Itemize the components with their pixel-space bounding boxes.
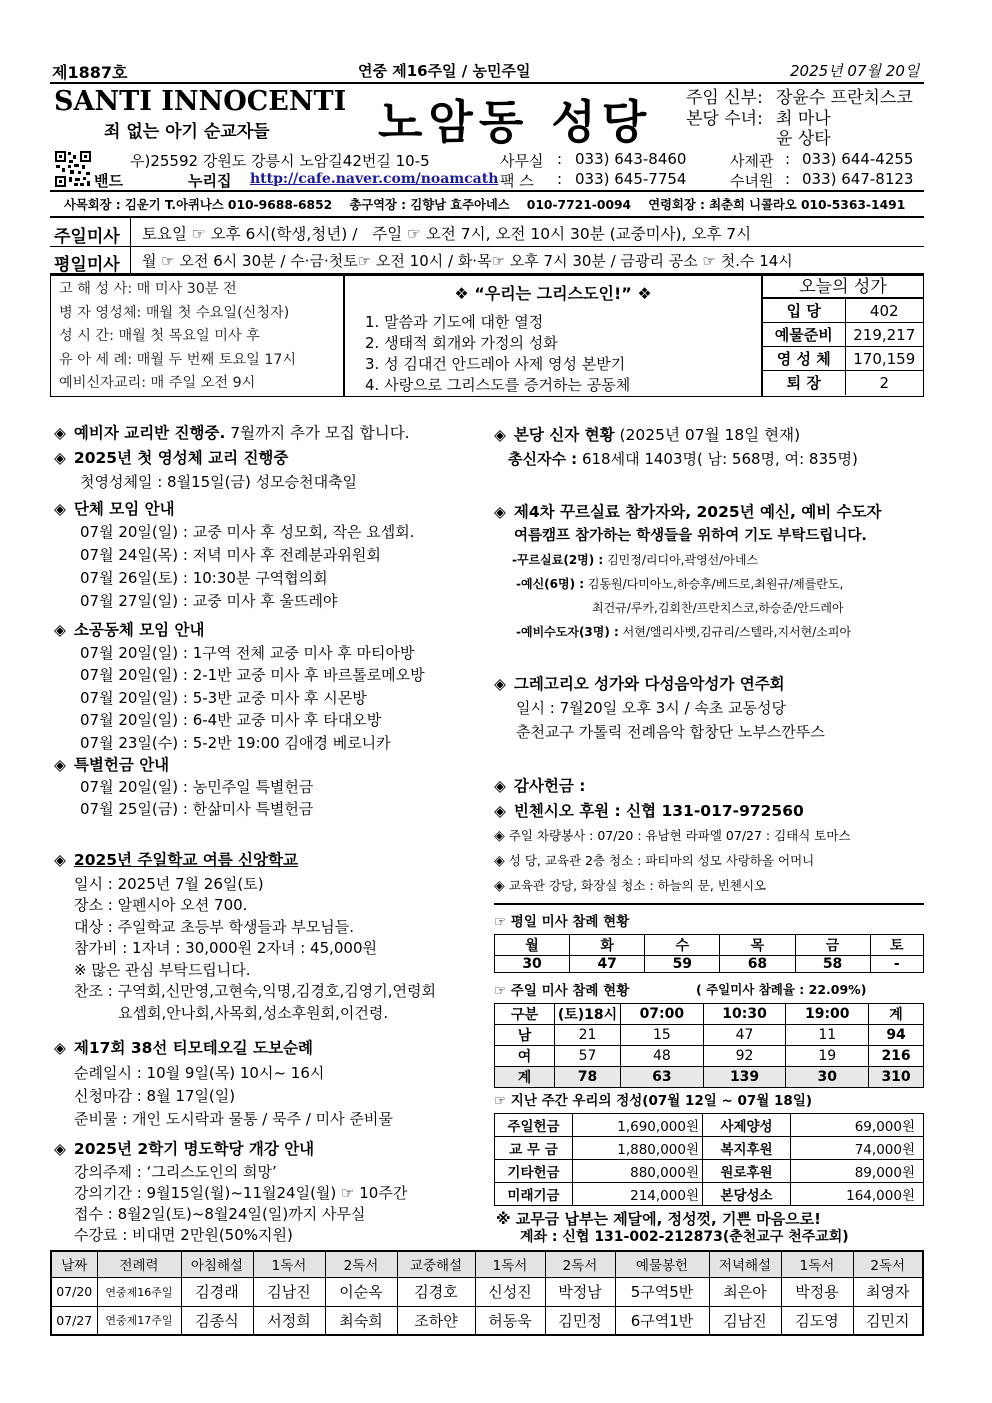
sacrament-row: 고 해 성 사: 매 미사 30분 전 bbox=[59, 281, 237, 297]
motto-item: 1. 말씀과 기도에 대한 열정 bbox=[365, 313, 544, 331]
notice-cleaning-2: ◈ 교육관 강당, 화장실 청소 : 하늘의 문, 빈첸시오 bbox=[494, 878, 767, 894]
web-label: 누리집 bbox=[188, 172, 232, 190]
duty-table: 날짜 전례력 아침해설 1독서 2독서 교중해설 1독서 2독서 예물봉헌 저녁해설 1독서 2독서 07/20 연중제16주일 김경래 김남진 이순옥 김경호 신성진 박정남 5구역5반 최은아 박정용 최영자 07/27 연중제17주일 김종식 서정희 최숙희 조하얀 허동욱 김민정 6구역1반 김남진 김도영 김민지 bbox=[50, 1250, 924, 1336]
notice-pilgrimage: ◈ 제17회 38선 티모테오길 도보순례 순례일시 : 10월 9일(목) 10시~ 16시 신청마감 : 8월 17일(일) 준비물 : 개인 도시락과 물통 / 묵주 / 미사 준비물 bbox=[54, 1039, 393, 1128]
qr-code-icon bbox=[54, 150, 92, 188]
rule-3 bbox=[50, 216, 924, 218]
duty-row: 07/20 연중제16주일 김경래 김남진 이순옥 김경호 신성진 박정남 5구역5반 최은아 박정용 최영자 bbox=[51, 1277, 923, 1306]
sacrament-row: 예비신자교리: 매 주일 오전 9시 bbox=[59, 375, 256, 391]
offering-title: ☞ 지난 주간 우리의 정성(07월 12일 ~ 07월 18일) bbox=[494, 1093, 813, 1109]
weekday-mass-text: 월 ☞ 오전 6시 30분 / 수·금·첫토☞ 오전 10시 / 화·목☞ 오후 7시 30분 / 금광리 공소 ☞ 첫.수 14시 bbox=[142, 252, 793, 270]
sunday-mass-label: 주일미사 bbox=[54, 227, 120, 247]
motto-title: ❖ “우리는 그리스도인!” ❖ bbox=[454, 284, 652, 303]
hymns-title: 오늘의 성가 bbox=[763, 276, 923, 298]
notice-parishioners: ◈ 본당 신자 현황 (2025년 07월 18일 현재) 총신자수 : 618세대 1403명( 남: 568명, 여: 835명) bbox=[494, 426, 858, 468]
issue-date: 2025년 07월 20일 bbox=[790, 62, 920, 80]
sister-name-1: 최 마나 bbox=[776, 109, 831, 129]
mass-divider-2 bbox=[130, 247, 131, 273]
convent-phone: 033) 647-8123 bbox=[802, 170, 914, 188]
logo-subtitle: 죄 없는 아기 순교자들 bbox=[104, 122, 270, 142]
sacrament-row: 병 자 영성체: 매월 첫 수요일(신청자) bbox=[59, 304, 290, 321]
offering-table: 주일헌금 1,690,000원 사제양성 69,000원 교 무 금 1,880,000원 복지후원 74,000원 기타헌금 880,000원 원로후원 89,000원 미래기금 214,000원 본당성소 164,000원 bbox=[494, 1113, 924, 1206]
office-phone: 033) 643-8460 bbox=[575, 150, 687, 168]
priest-name: 장윤수 프란치스코 bbox=[776, 88, 913, 108]
notice-special-offering: ◈ 특별헌금 안내 07월 20일(일) : 농민주일 특별헌금 07월 25일(금) : 한삶미사 특별헌금 bbox=[54, 756, 314, 818]
notice-small-community: ◈ 소공동체 모임 안내 07월 20일(일) : 1구역 전체 교중 미사 후 마티아방 07월 20일(일) : 2-1반 교중 미사 후 바르톨로메오방 07월 20일(일) : 5-3반 교중 미사 후 시몬방 07월 20일(일) : 6-4반 교중 미사 후 타대오방 07월 23일(수) : 5-2반 19:00 김애경 베로니카 bbox=[54, 621, 425, 752]
rule-attendance bbox=[494, 903, 924, 905]
parish-name: 노암동 성당 bbox=[378, 95, 653, 149]
hymns-table: 입 당 402 예물준비 219,217 영 성 체 170,159 퇴 장 2 bbox=[763, 298, 923, 395]
motto-item: 4. 사랑으로 그리스도를 증거하는 공동체 bbox=[365, 376, 631, 394]
address: 우)25592 강원도 강릉시 노암길42번길 10-5 bbox=[130, 152, 430, 170]
offering-account: 계좌 : 신협 131-002-212873(춘천교구 천주교회) bbox=[520, 1229, 849, 1245]
notice-vincent-support: ◈ 빈첸시오 후원 : 신협 131-017-972560 bbox=[494, 802, 804, 820]
hymns-box bbox=[762, 275, 924, 397]
sacrament-row: 성 시 간: 매월 첫 목요일 미사 후 bbox=[59, 328, 260, 344]
motto-item: 3. 성 김대건 안드레아 사제 영성 본받기 bbox=[365, 355, 626, 373]
rectory-phone: 033) 644-4255 bbox=[802, 150, 914, 168]
rule-2 bbox=[50, 190, 924, 192]
notice-prayer-request: ◈ 제4차 꾸르실료 참가자와, 2025년 예신, 예비 수도자 여름캠프 참가하는 학생들을 위하여 기도 부탁드립니다. -꾸르실료(2명) : 김민정/리디아,곽영선/아네스 -예신(6명) : 김동원/다미아노,하승후/베드로,최원규/제를란도, 최건규/루카,김회찬/프란치스코,하승준/안드레아 -예비수도자(3명) : 서현/엘리사벳,김규리/스텔라,지서현/소피아 bbox=[494, 503, 882, 639]
duty-row: 07/27 연중제17주일 김종식 서정희 최숙희 조하얀 허동욱 김민정 6구역1반 김남진 김도영 김민지 bbox=[51, 1306, 923, 1335]
mass-divider bbox=[130, 218, 131, 246]
notice-summer-school: ◈ 2025년 주일학교 여름 신앙학교 일시 : 2025년 7월 26일(토) 장소 : 알펜시아 오션 700. 대상 : 주일학교 초등부 학생들과 부모님들. 참가비 : 1자녀 : 30,000원 2자녀 : 45,000원 ※ 많은 관심 부탁드립니다. 찬조 : 구역회,신만영,고현숙,익명,김경호,김영기,연령회 요셉회,안나회,사목회,성소후원회,이건령. bbox=[54, 851, 436, 1022]
notice-concert: ◈ 그레고리오 성가와 다성음악성가 연주회 일시 : 7월20일 오후 3시 / 속초 교동성당 춘천교구 가톨릭 전례음악 합창단 노부스깐뚜스 bbox=[494, 675, 825, 741]
priest-label: 주임 신부: bbox=[686, 88, 763, 108]
sunday-mass-text: 토요일 ☞ 오후 6시(학생,청년) / 주일 ☞ 오전 7시, 오전 10시 30분 (교중미사), 오후 7시 bbox=[142, 225, 752, 243]
convent-label: 수녀원 bbox=[730, 172, 774, 190]
fax-number: 033) 645-7754 bbox=[575, 170, 687, 188]
notice-thanks-offering: ◈ 감사헌금 : bbox=[494, 777, 586, 795]
leaders-line: 사목회장 : 김운기 T.아퀴나스 010-9688-6852 총구역장 : 김향남 효주아네스 010-7721-0094 연령회장 : 최춘희 니콜라오 010-5363-1491 bbox=[64, 198, 906, 212]
sunday-attendance-title: ☞ 주일 미사 참례 현황 bbox=[494, 983, 630, 999]
logo-title: SANTI INNOCENTI bbox=[54, 86, 347, 117]
motto-item: 2. 생태적 회개와 가정의 성화 bbox=[365, 334, 558, 352]
notice-catechumen: ◈ 예비자 교리반 진행중. 7월까지 추가 모집 합니다. bbox=[54, 424, 410, 442]
notice-car-service: ◈ 주일 차량봉사 : 07/20 : 유남현 라파엘 07/27 : 김태식 토마스 bbox=[494, 828, 851, 844]
office-label: 사무실 bbox=[500, 152, 544, 170]
notice-groups: ◈ 단체 모임 안내 07월 20일(일) : 교중 미사 후 성모회, 작은 요셉회. 07월 24일(목) : 저녁 미사 후 전례분과위원회 07월 26일(토) : 10:30분 구역협의회 07월 27일(일) : 교중 미사 후 울뜨레야 bbox=[54, 500, 415, 610]
weekday-attendance-table: 월 화 수 목 금 토 30 47 59 68 58 - bbox=[494, 934, 924, 973]
band-label[interactable]: 밴드 bbox=[94, 172, 123, 190]
sacraments-box bbox=[50, 275, 344, 397]
sacrament-row: 유 아 세 례: 매월 두 번째 토요일 17시 bbox=[59, 351, 297, 368]
sunday-attendance-rate: ( 주일미사 참례율 : 22.09%) bbox=[696, 982, 867, 997]
rule-4 bbox=[50, 246, 924, 247]
sister-name-2: 윤 상타 bbox=[776, 129, 831, 149]
offering-note: ※ 교무금 납부는 제달에, 정성껏, 기쁜 마음으로! bbox=[496, 1210, 821, 1228]
notice-cleaning-1: ◈ 성 당, 교육관 2층 청소 : 파티마의 성모 사랑하올 어머니 bbox=[494, 853, 815, 869]
notice-myeongdo-school: ◈ 2025년 2학기 명도학당 개강 안내 강의주제 : ‘그리스도인의 희망’ 강의기간 : 9월15일(월)~11월24일(월) ☞ 10주간 접수 : 8월2일(토)~8월24일(일)까지 사무실 수강료 : 비대면 2만원(50%지원) bbox=[54, 1140, 408, 1244]
sunday-title: 연중 제16주일 / 농민주일 bbox=[358, 62, 531, 80]
weekday-attendance-title: ☞ 평일 미사 참례 현황 bbox=[494, 914, 630, 930]
fax-label: 팩 스 bbox=[500, 172, 534, 190]
sister-label: 본당 수녀: bbox=[686, 109, 763, 129]
rectory-label: 사제관 bbox=[730, 152, 774, 170]
web-link[interactable]: http://cafe.naver.com/noamcath bbox=[250, 171, 499, 187]
motto-box bbox=[344, 275, 762, 397]
notice-first-communion: ◈ 2025년 첫 영성체 교리 진행중 첫영성체일 : 8월15일(금) 성모승천대축일 bbox=[54, 449, 358, 491]
issue-number: 제1887호 bbox=[52, 63, 128, 82]
weekday-mass-label: 평일미사 bbox=[54, 255, 120, 275]
sunday-attendance-table: 구분 (토)18시 07:00 10:30 19:00 계 남 21 15 47 11 94 여 57 48 92 19 216 계 78 63 139 30 310 bbox=[494, 1003, 924, 1088]
